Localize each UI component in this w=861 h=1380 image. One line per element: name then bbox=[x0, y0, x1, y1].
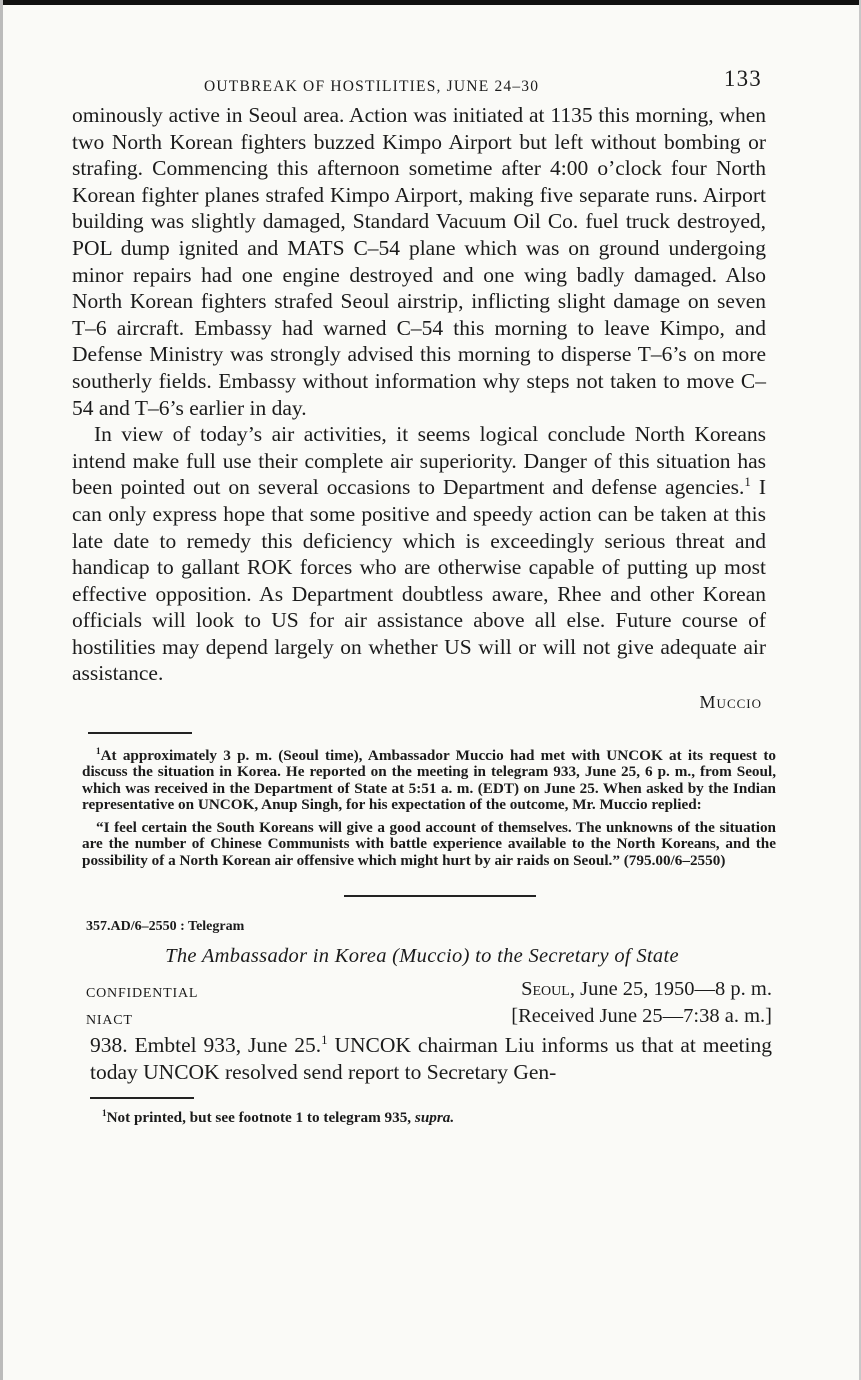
signature: Muccio bbox=[699, 692, 762, 713]
paragraph-2-text-b: I can only express hope that some positive and speedy action can be taken at this late date to remedy this deficiency which is exceedingly serious threat and handicap to gallant ROK forces who are otherwise capable of putting up most effective opposition. As Department doubtless aware, Rhee and other Korean officials will look to US for air assistance above all else. Future course of hostilities may depend largely on whether US will or will not give adequate air assistance. bbox=[72, 475, 766, 686]
dateline bbox=[521, 978, 772, 1001]
footnote-divider bbox=[88, 732, 192, 734]
received-line: [Received June 25—7:38 a. m.] bbox=[511, 1005, 772, 1028]
classification: CONFIDENTIAL bbox=[86, 986, 199, 1002]
footnote-1-text bbox=[82, 745, 776, 814]
running-head-title: OUTBREAK OF HOSTILITIES, JUNE 24–30 bbox=[204, 78, 540, 95]
footnote-ref-2[interactable]: 1 bbox=[321, 1033, 328, 1047]
file-reference: 357.AD/6–2550 : Telegram bbox=[86, 919, 245, 935]
footnote-ref-1[interactable]: 1 bbox=[744, 475, 751, 490]
paragraph-1: ominously active in Seoul area. Action was initiated at 1135 this morning, when two North Korean fighters buzzed Kimpo Airport but left without bombing or strafing. Commencing this afternoon sometime after 4:00 o’clock four North Korean fighter planes strafed Kimpo Airport, making five separate runs. Airport building was slightly damaged, Standard Vacuum Oil Co. fuel truck destroyed, POL dump ignited and MATS C–54 plane which was on ground undergoing minor repairs had one engine destroyed and one wing badly damaged. Also North Korean fighters strafed Seoul airstrip, inflicting slight damage on seven T–6 aircraft. Embassy had warned C–54 this morning to leave Kimpo, and Defense Ministry was strongly advised this morning to disperse T–6’s on more southerly fields. Embassy without information why steps not taken to move C–54 and T–6’s earlier in day. bbox=[72, 103, 766, 420]
footnote-2-mark: 1 bbox=[102, 1108, 107, 1119]
classification-row bbox=[72, 978, 772, 1005]
dateline-place: Seoul bbox=[521, 978, 570, 1001]
document-title: The Ambassador in Korea (Muccio) to the Secretary of State bbox=[165, 945, 679, 968]
body-text bbox=[72, 102, 766, 716]
footnote-2 bbox=[102, 1109, 772, 1127]
footnote-1-quote: “I feel certain the South Koreans will give a good account of themselves. The unknowns of the situation are the number of Chinese Communists with battle experience available to the North Koreans, and the possibility of a North Korean air offensive which might hurt by air raids on Seoul.” (795.00/6–2550) bbox=[82, 818, 776, 869]
footnote-1 bbox=[82, 745, 776, 870]
precedence-row bbox=[72, 1005, 772, 1032]
page bbox=[72, 66, 776, 1127]
footnote-divider-2 bbox=[90, 1097, 194, 1099]
telegram-opening-text-b: UNCOK chairman Liu informs us that at meeting today UNCOK resolved send report to Secretary Gen- bbox=[90, 1033, 772, 1084]
running-head bbox=[72, 66, 772, 102]
paragraph-2 bbox=[72, 421, 766, 687]
dateline-date: , June 25, 1950—8 p. m. bbox=[569, 978, 772, 1001]
precedence: NIACT bbox=[86, 1013, 133, 1029]
paragraph-2-text-a: In view of today’s air activities, it seems logical conclude North Koreans intend make full use their complete air superiority. Danger of this situation has been pointed out on several occasions to Department and defense agencies. bbox=[72, 422, 766, 500]
footnote-1-body: At approximately 3 p. m. (Seoul time), Ambassador Muccio had met with UNCOK at its request to discuss the situation in Korea. He reported on the meeting in telegram 933, June 25, 6 p. m., from Seoul, which was received in the Department of State at 5:51 a. m. (EDT) on June 25. When asked by the Indian representative on UNCOK, Anup Singh, for his expectation of the outcome, Mr. Muccio replied: bbox=[82, 746, 776, 814]
telegram-opening bbox=[90, 1032, 772, 1085]
page-number: 133 bbox=[723, 66, 762, 91]
footnote-2-text: Not printed, but see footnote 1 to telegram 935, bbox=[106, 1109, 415, 1127]
document-separator bbox=[344, 895, 536, 897]
telegram-opening-text-a: 938. Embtel 933, June 25. bbox=[90, 1033, 322, 1058]
top-edge-bar bbox=[0, 0, 861, 5]
left-page-edge bbox=[0, 0, 3, 1380]
footnote-1-mark: 1 bbox=[96, 745, 101, 756]
footnote-2-italic: supra. bbox=[414, 1109, 455, 1127]
